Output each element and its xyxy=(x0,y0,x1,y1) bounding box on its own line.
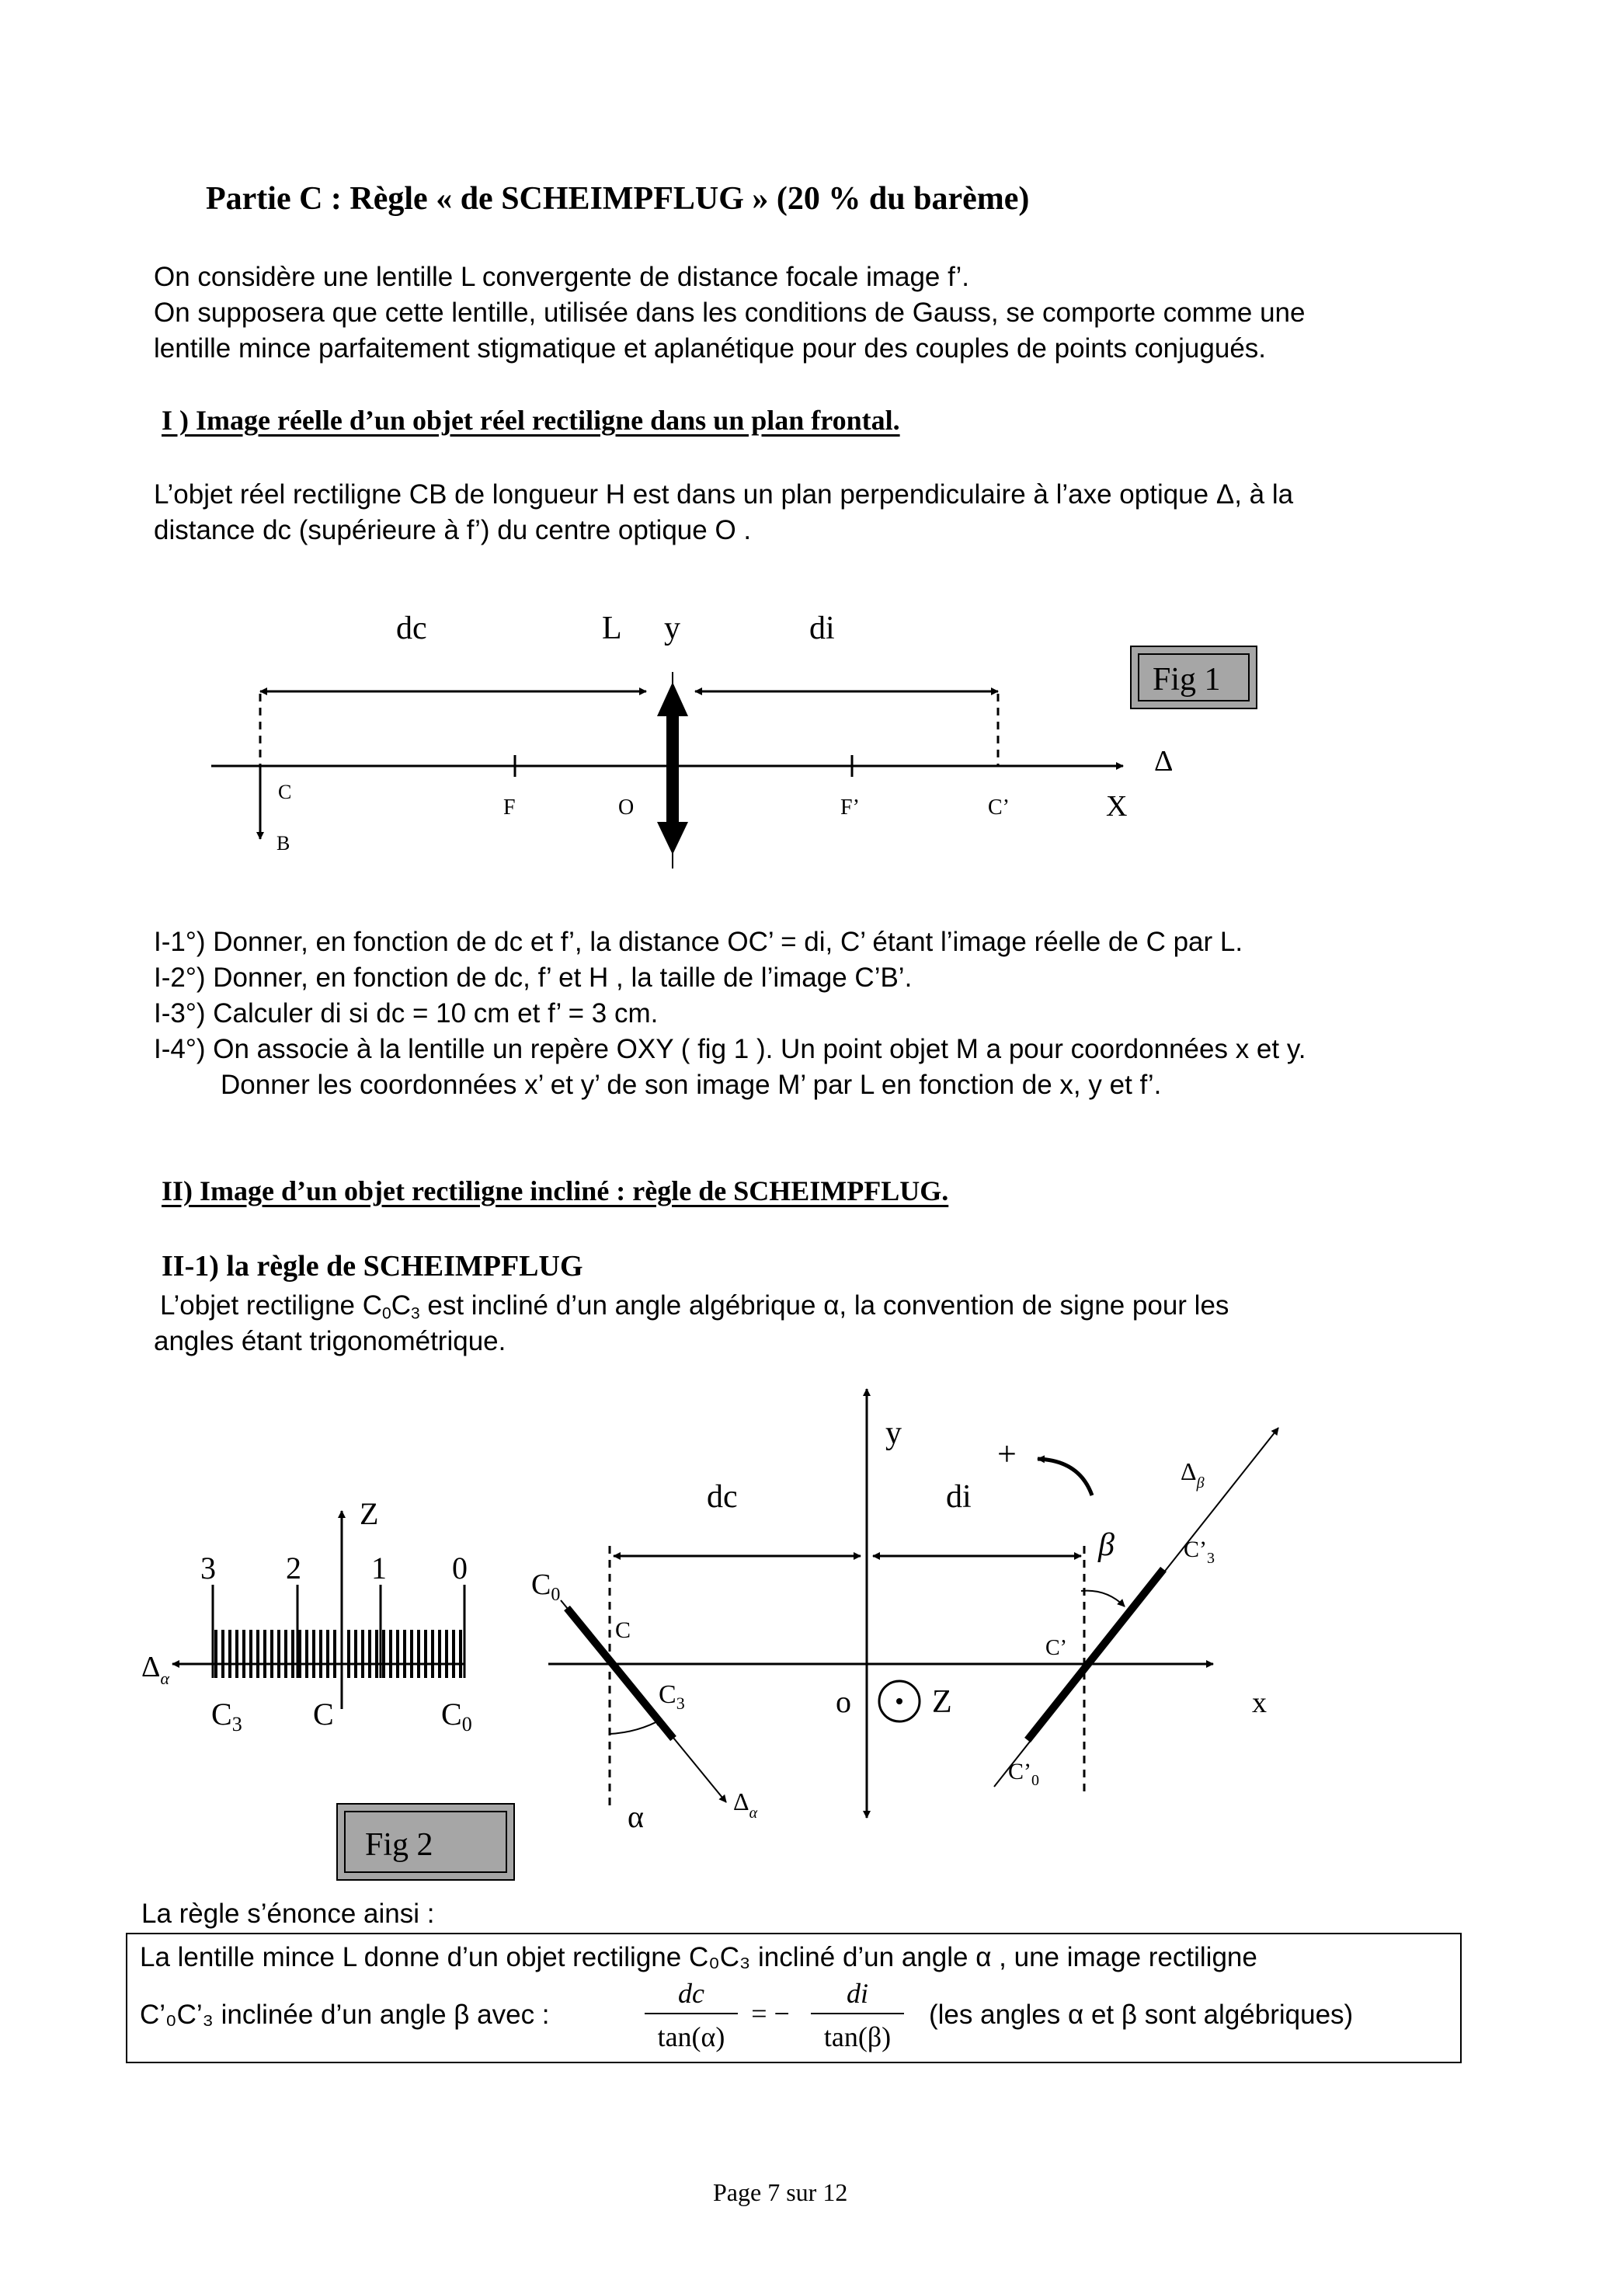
lens-bottom-arrowhead xyxy=(657,822,688,855)
converging-lens-body xyxy=(666,711,679,827)
figure-1 xyxy=(0,590,1624,886)
section-2-heading: II) Image d’un objet rectiligne incliné : règle de SCHEIMPFLUG. xyxy=(162,1175,949,1206)
z-axis-dot xyxy=(896,1698,902,1704)
fig1-label-y: y xyxy=(664,611,680,646)
equation-denominator-tan-beta: tan(β) xyxy=(823,2021,892,2052)
main-label-y: y xyxy=(885,1415,902,1451)
section-2-subheading: II-1) la règle de SCHEIMPFLUG xyxy=(162,1250,583,1283)
fig1-label-delta: Δ xyxy=(1154,745,1174,778)
ruler-label-C0: $C_0$ xyxy=(441,1697,472,1735)
fig1-label-B: B xyxy=(276,832,290,855)
fig1-label-Cprime: C’ xyxy=(988,795,1010,820)
main-label-C: C xyxy=(615,1617,631,1643)
main-label-C0: $C_0$ xyxy=(531,1568,561,1605)
rule-after: (les angles α et β sont algébriques) xyxy=(929,2000,1354,2030)
rule-equation xyxy=(637,1973,932,2059)
rule-line-1: La lentille mince L donne d’un objet rectiligne C₀C₃ incliné d’un angle α , une image rectiligne xyxy=(140,1942,1257,1972)
main-label-beta: β xyxy=(1098,1527,1115,1563)
intro-line-2: On supposera que cette lentille, utilisée dans les conditions de Gauss, se comporte comme une xyxy=(154,298,1306,328)
question-i-1: I-1°) Donner, en fonction de dc et f’, la distance OC’ = di, C’ étant l’image réelle de C par L. xyxy=(154,927,1243,957)
equation-numerator-di: di xyxy=(846,1978,869,2009)
figure-2 xyxy=(0,1367,1624,1895)
main-label-o: o xyxy=(836,1684,851,1719)
ruler-tick-label-1: 1 xyxy=(371,1551,387,1586)
equation-numerator-dc: dc xyxy=(678,1978,704,2009)
fig1-caption: Fig 1 xyxy=(1153,662,1221,698)
section-2-text-1: L’objet rectiligne $C_0C_3$ est incliné d’un angle algébrique α, la convention de signe pour les xyxy=(160,1290,1229,1323)
intro-line-1: On considère une lentille L convergente de distance focale image f’. xyxy=(154,262,969,292)
main-label-Z: Z xyxy=(932,1684,952,1720)
ruler-tick-label-3: 3 xyxy=(200,1551,216,1586)
fig1-label-di: di xyxy=(809,611,835,646)
main-label-x: x xyxy=(1252,1687,1267,1719)
main-label-C3prime: $C’_3$ xyxy=(1184,1537,1215,1567)
main-label-C0prime: $C’_0$ xyxy=(1008,1759,1039,1789)
intro-line-3: lentille mince parfaitement stigmatique et aplanétique pour des couples de points conjugués. xyxy=(154,333,1267,364)
equation-equals: = − xyxy=(751,1998,790,2029)
main-label-alpha: α xyxy=(628,1799,644,1834)
main-label-delta-alpha: $\Delta_\alpha$ xyxy=(733,1787,758,1822)
fig1-label-C: C xyxy=(278,781,292,803)
main-label-C3: $C_3$ xyxy=(659,1680,685,1713)
ruler-tick-label-0: 0 xyxy=(452,1551,468,1586)
fig1-label-L: L xyxy=(602,611,622,646)
main-label-delta-beta: $\Delta_\beta$ xyxy=(1181,1457,1205,1492)
question-i-4-continued: Donner les coordonnées x’ et y’ de son image M’ par L en fonction de x, y et f’. xyxy=(221,1070,1162,1100)
ruler-label-C3: $C_3$ xyxy=(211,1697,242,1735)
fig2-caption: Fig 2 xyxy=(365,1827,433,1863)
lens-top-arrowhead xyxy=(657,682,688,716)
rule-intro: La règle s’énonce ainsi : xyxy=(141,1899,435,1929)
ruler-label-C: C xyxy=(313,1697,334,1732)
main-label-dc: dc xyxy=(707,1479,738,1515)
rule-line-2: C’₀C’₃ inclinée d’un angle β avec : xyxy=(140,2000,550,2030)
ruler-hatching xyxy=(216,1630,461,1678)
fig1-label-dc: dc xyxy=(396,611,427,646)
fig1-label-Fprime: F’ xyxy=(840,795,860,820)
ruler-label-delta-alpha: $\Delta_\alpha$ xyxy=(141,1651,169,1688)
section-1-text-2: distance dc (supérieure à f’) du centre optique O . xyxy=(154,515,752,545)
question-i-3: I-3°) Calculer di si dc = 10 cm et f’ = 3 cm. xyxy=(154,998,659,1029)
page-number: Page 7 sur 12 xyxy=(713,2178,848,2206)
fig1-label-O: O xyxy=(618,795,635,820)
equation-denominator-tan-alpha: tan(α) xyxy=(657,2021,725,2052)
question-i-4: I-4°) On associe à la lentille un repère OXY ( fig 1 ). Un point objet M a pour coordonnées x et y. xyxy=(154,1034,1306,1064)
section-2-text-2: angles étant trigonométrique. xyxy=(154,1326,506,1356)
main-label-Cprime: C’ xyxy=(1045,1636,1067,1660)
fig1-label-F: F xyxy=(503,795,516,820)
section-1-text-1: L’objet réel rectiligne CB de longueur H est dans un plan perpendiculaire à l’axe optique Δ, à la xyxy=(154,479,1294,510)
positive-rotation-arrow xyxy=(1038,1459,1092,1495)
ruler-tick-label-2: 2 xyxy=(286,1551,301,1586)
fig1-label-x: X xyxy=(1106,790,1128,823)
beta-arc xyxy=(1081,1591,1125,1606)
question-i-2: I-2°) Donner, en fonction de dc, f’ et H , la taille de l’image C’B’. xyxy=(154,962,913,993)
page-title: Partie C : Règle « de SCHEIMPFLUG » (20 % du barème) xyxy=(206,181,1030,217)
ruler-label-Z: Z xyxy=(360,1496,379,1531)
section-1-heading: I ) Image réelle d’un objet réel rectiligne dans un plan frontal. xyxy=(162,405,900,436)
main-label-plus: + xyxy=(997,1435,1017,1473)
main-label-di: di xyxy=(946,1479,972,1515)
alpha-arc xyxy=(610,1719,662,1734)
